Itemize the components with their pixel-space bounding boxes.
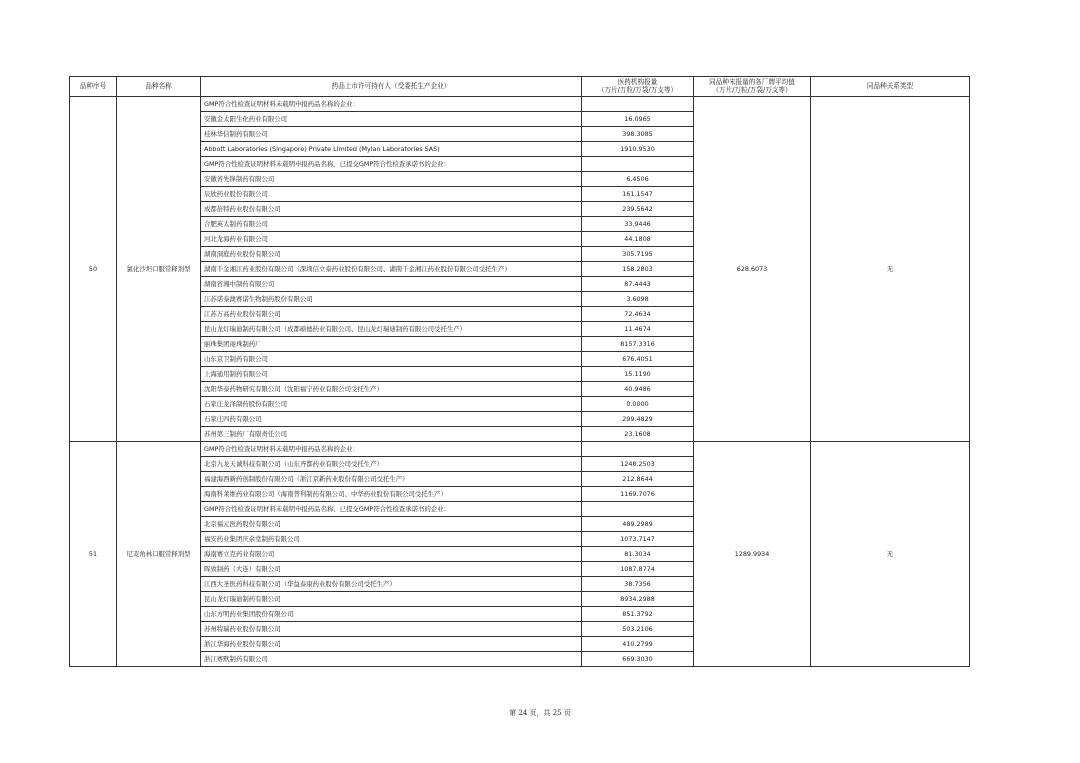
holder-cell: 安徽金太阳生化药业有限公司: [201, 112, 582, 127]
volume-cell: 1910.9530: [582, 142, 694, 157]
volume-cell: 3.6098: [582, 292, 694, 307]
holder-cell: 桂林华信制药有限公司: [201, 127, 582, 142]
volume-cell: [582, 97, 694, 112]
holder-cell: 海南赛立克药业有限公司: [201, 547, 582, 562]
holder-cell: 安徽省先锋制药有限公司: [201, 172, 582, 187]
volume-cell: [582, 502, 694, 517]
volume-cell: 503.2106: [582, 622, 694, 637]
volume-cell: 11.4674: [582, 322, 694, 337]
volume-cell: 15.1190: [582, 367, 694, 382]
volume-cell: [582, 442, 694, 457]
volume-cell: 676.4051: [582, 352, 694, 367]
holder-cell: 江苏万高药业股份有限公司: [201, 307, 582, 322]
volume-cell: 158.2803: [582, 262, 694, 277]
holder-cell: 沈阳华泰药物研究有限公司（沈阳福宁药业有限公司受托生产）: [201, 382, 582, 397]
holder-cell: 湖南千金湘江药业股份有限公司（深圳信立泰药业股份有限公司、湖南千金湘江药业股份有限公司受托生产）: [201, 262, 582, 277]
volume-cell: 8157.3316: [582, 337, 694, 352]
volume-cell: 23.1608: [582, 427, 694, 442]
header-average-line1: 同品种未报量的各厂牌平均值: [709, 77, 795, 86]
header-name: 品种名称: [117, 77, 201, 97]
product-seq-cell: 50: [70, 97, 117, 442]
section-heading-cell: GMP符合性检查证明材料未载明申报药品名称、已提交GMP符合性检查承诺书的企业：: [201, 157, 582, 172]
volume-cell: 6.4506: [582, 172, 694, 187]
volume-cell: 33.9446: [582, 217, 694, 232]
volume-cell: 299.4829: [582, 412, 694, 427]
holder-cell: 北京福元医药股份有限公司: [201, 517, 582, 532]
volume-cell: 410.2799: [582, 637, 694, 652]
volume-cell: 239.5642: [582, 202, 694, 217]
volume-cell: 0.0000: [582, 397, 694, 412]
volume-cell: 81.3034: [582, 547, 694, 562]
volume-cell: 305.7195: [582, 247, 694, 262]
volume-cell: 72.4634: [582, 307, 694, 322]
holder-cell: 山东方明药业集团股份有限公司: [201, 607, 582, 622]
header-seq: 品种序号: [70, 77, 117, 97]
holder-cell: 河北龙海药业有限公司: [201, 232, 582, 247]
volume-cell: 44.1808: [582, 232, 694, 247]
volume-cell: 489.2989: [582, 517, 694, 532]
holder-cell: 福安药业集团庆余堂制药有限公司: [201, 532, 582, 547]
header-volume-line1: 医药机构报量: [617, 77, 658, 86]
average-cell: 1289.9934: [694, 442, 811, 667]
volume-cell: 38.7356: [582, 577, 694, 592]
volume-cell: 1073.7147: [582, 532, 694, 547]
header-holder: 药品上市许可持有人（受委托生产企业）: [201, 77, 582, 97]
header-average: [694, 77, 811, 97]
holder-cell: 湖南省湘中制药有限公司: [201, 277, 582, 292]
table-section-row: [70, 442, 970, 457]
volume-cell: 87.4443: [582, 277, 694, 292]
volume-cell: 40.9486: [582, 382, 694, 397]
volume-cell: 1087.8774: [582, 562, 694, 577]
holder-cell: 上海通用制药有限公司: [201, 367, 582, 382]
holder-cell: 辰欣药业股份有限公司: [201, 187, 582, 202]
product-name-cell: 尼麦角林口服常释剂型: [117, 442, 201, 667]
volume-cell: 8934.2988: [582, 592, 694, 607]
volume-cell: 1169.7076: [582, 487, 694, 502]
holder-cell: 浙江华海药业股份有限公司: [201, 637, 582, 652]
product-name-cell: 氯化沙坦口服常释剂型: [117, 97, 201, 442]
holder-cell: 海南科莱维药业有限公司（海南普利制药有限公司、中华药业股份有限公司受托生产）: [201, 487, 582, 502]
table-header-row: [70, 77, 970, 97]
section-heading-cell: GMP符合性检查证明材料未载明申报药品名称的企业：: [201, 97, 582, 112]
holder-cell: 浙江赛默制药有限公司: [201, 652, 582, 667]
holder-cell: 石家庄龙泽制药股份有限公司: [201, 397, 582, 412]
relation-cell: 无: [811, 442, 970, 667]
holder-cell: 苏州特瑞药业股份有限公司: [201, 622, 582, 637]
volume-cell: [582, 157, 694, 172]
section-heading-cell: GMP符合性检查证明材料未载明申报药品名称的企业：: [201, 442, 582, 457]
holder-cell: 北京九龙天诚科技有限公司（山东齐都药业有限公司受托生产）: [201, 457, 582, 472]
volume-cell: 161.1547: [582, 187, 694, 202]
holder-cell: 晖致制药（大连）有限公司: [201, 562, 582, 577]
volume-cell: 851.3792: [582, 607, 694, 622]
holder-cell: 湖南洞庭药业股份有限公司: [201, 247, 582, 262]
relation-cell: 无: [811, 97, 970, 442]
holder-cell: 昆山龙灯瑞迪制药有限公司: [201, 592, 582, 607]
holder-cell: 合肥英太制药有限公司: [201, 217, 582, 232]
holder-cell: 苏州第三制药厂有限责任公司: [201, 427, 582, 442]
average-cell: 628.6073: [694, 97, 811, 442]
section-heading-cell: GMP符合性检查证明材料未载明申报药品名称、已提交GMP符合性检查承诺书的企业：: [201, 502, 582, 517]
volume-cell: 669.3030: [582, 652, 694, 667]
holder-cell: 江西大圣医药科技有限公司（华益泰康药业股份有限公司受托生产）: [201, 577, 582, 592]
holder-cell: 山东京卫制药有限公司: [201, 352, 582, 367]
table-body: [70, 97, 970, 667]
header-relation: 同品种关系类型: [811, 77, 970, 97]
header-average-line2: （万片/万粒/万袋/万支等）: [712, 85, 792, 94]
header-volume: [582, 77, 694, 97]
holder-cell: 昆山龙灯瑞迪制药有限公司（成都硕德药业有限公司、昆山龙灯瑞迪制药有限公司受托生产）: [201, 322, 582, 337]
volume-cell: 212.8644: [582, 472, 694, 487]
volume-cell: 1248.2503: [582, 457, 694, 472]
header-volume-line2: （万片/万粒/万袋/万支等）: [597, 85, 678, 94]
table-section-row: [70, 97, 970, 112]
procurement-table: [69, 76, 970, 667]
product-seq-cell: 51: [70, 442, 117, 667]
holder-cell: Abbott Laboratories (Singapore) Private Limited (Mylan Laboratories SAS): [201, 142, 582, 157]
page-footer: 第 24 页，共 25 页: [509, 709, 571, 717]
holder-cell: 福建海西新药创制股份有限公司（浙江京新药业股份有限公司受托生产）: [201, 472, 582, 487]
holder-cell: 成都倍特药业股份有限公司: [201, 202, 582, 217]
holder-cell: 石家庄四药有限公司: [201, 412, 582, 427]
volume-cell: 398.3085: [582, 127, 694, 142]
holder-cell: 江苏诺泰澳赛诺生物制药股份有限公司: [201, 292, 582, 307]
volume-cell: 16.0965: [582, 112, 694, 127]
holder-cell: 丽珠集团丽珠制药厂: [201, 337, 582, 352]
